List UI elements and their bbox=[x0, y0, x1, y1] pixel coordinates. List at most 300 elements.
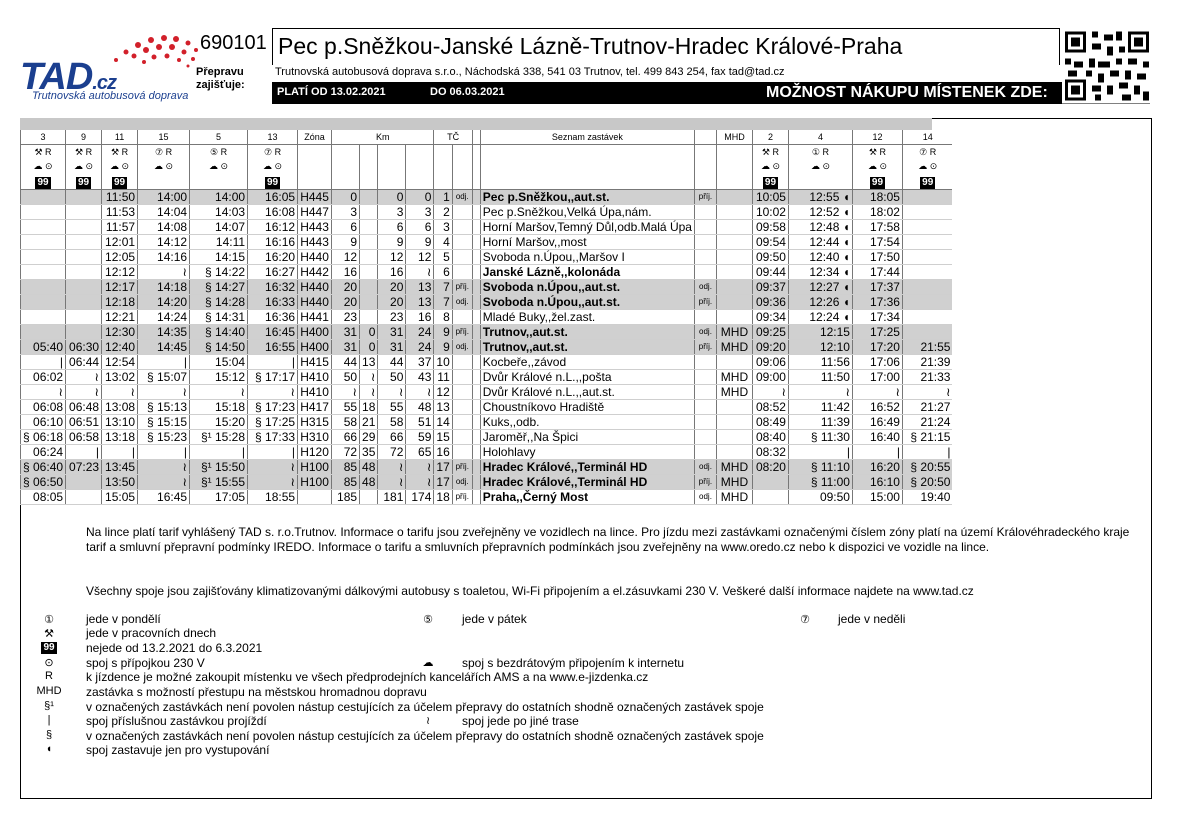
valid-to: DO 06.03.2021 bbox=[430, 86, 505, 98]
stop-number: 6 bbox=[434, 265, 452, 280]
km-value: ≀ bbox=[406, 385, 434, 400]
departure-time: 21:39 bbox=[902, 355, 952, 370]
departure-time: 09:25 bbox=[752, 325, 788, 340]
km-value: 20 bbox=[332, 295, 360, 310]
legend-text: v označených zastávkách není povolen nástup cestujících za účelem přepravy do ostatních shodně označených zastávek spoje bbox=[86, 729, 764, 743]
departure-time: § 06:40 bbox=[21, 460, 66, 475]
departure-time bbox=[66, 295, 102, 310]
departure-time: § 14:22 bbox=[190, 265, 248, 280]
departure-time: 14:20 bbox=[138, 295, 190, 310]
km-value: 51 bbox=[406, 415, 434, 430]
line-number: 690101 bbox=[200, 32, 267, 54]
trip-number: 15 bbox=[138, 130, 190, 145]
monday-icon: ① bbox=[44, 614, 54, 626]
direction-arrow-icon bbox=[472, 460, 480, 475]
departure-time bbox=[902, 325, 952, 340]
departure-time: | bbox=[788, 445, 852, 460]
legend-text: spoj s bezdrátovým připojením k internetu bbox=[462, 656, 685, 670]
mhd-mark bbox=[716, 445, 752, 460]
departure-time: 16:33 bbox=[248, 295, 298, 310]
direction-arrow-icon bbox=[472, 190, 480, 205]
stop-name: Dvůr Králové n.L.,,pošta bbox=[480, 370, 694, 385]
qr-code-icon[interactable] bbox=[1062, 28, 1152, 104]
km-value: ≀ bbox=[406, 265, 434, 280]
stop-number: 8 bbox=[434, 310, 452, 325]
arr-dep-mark bbox=[694, 310, 716, 325]
departure-time: §¹ 15:55 bbox=[190, 475, 248, 490]
day-code: ⚒ R bbox=[752, 145, 788, 160]
stop-name: Trutnov,,aut.st. bbox=[480, 325, 694, 340]
mhd-mark bbox=[716, 295, 752, 310]
departure-time: 15:12 bbox=[190, 370, 248, 385]
amenity-icons: ☁ ⊙ bbox=[852, 159, 902, 173]
direction-arrow-icon bbox=[472, 295, 480, 310]
arr-dep-mark: příj. bbox=[694, 475, 716, 490]
km-value: ≀ bbox=[378, 385, 406, 400]
stop-number: 16 bbox=[434, 445, 452, 460]
departure-time bbox=[21, 265, 66, 280]
mhd-header: MHD bbox=[716, 130, 752, 145]
reservation-icon: R bbox=[45, 670, 53, 682]
other-route-icon: ≀ bbox=[425, 715, 431, 727]
seat-reservation-text: MOŽNOST NÁKUPU MÍSTENEK ZDE: bbox=[766, 84, 1048, 101]
departure-time: 14:45 bbox=[138, 340, 190, 355]
direction-arrow-icon bbox=[472, 355, 480, 370]
direction-arrow-icon bbox=[472, 340, 480, 355]
departure-time: 09:06 bbox=[752, 355, 788, 370]
timetable bbox=[20, 130, 952, 505]
legend-text: nejede od 13.2.2021 do 6.3.2021 bbox=[86, 641, 263, 655]
departure-time: 12:27 ◖ bbox=[788, 280, 852, 295]
trip-number: 11 bbox=[102, 130, 138, 145]
day-code: ⚒ R bbox=[102, 145, 138, 160]
departure-time: 19:40 bbox=[902, 490, 952, 505]
restriction-badge bbox=[788, 173, 852, 190]
direction-arrow-icon bbox=[472, 310, 480, 325]
legend-text: spoj příslušnou zastávkou projíždí bbox=[86, 714, 267, 728]
departure-time: 17:37 bbox=[852, 280, 902, 295]
restriction-badge: 99 bbox=[248, 173, 298, 190]
carrier-label: Přepravu zajišťuje: bbox=[196, 66, 245, 91]
zone-code: H100 bbox=[298, 460, 332, 475]
departure-time: 12:24 ◖ bbox=[788, 310, 852, 325]
departure-time: | bbox=[852, 445, 902, 460]
km-value: 13 bbox=[406, 280, 434, 295]
direction-arrow-icon bbox=[472, 265, 480, 280]
departure-time: 12:54 bbox=[102, 355, 138, 370]
mhd-mark: MHD bbox=[716, 460, 752, 475]
arr-dep-mark bbox=[452, 430, 472, 445]
zone-code: H441 bbox=[298, 310, 332, 325]
stop-name: Kuks,,odb. bbox=[480, 415, 694, 430]
departure-time: 18:02 bbox=[852, 205, 902, 220]
km-header: Km bbox=[332, 130, 434, 145]
alighting-only-icon: ◖ bbox=[45, 743, 53, 755]
direction-arrow-icon bbox=[472, 235, 480, 250]
zone-code: H415 bbox=[298, 355, 332, 370]
direction-arrow-icon bbox=[472, 280, 480, 295]
departure-time: ≀ bbox=[752, 385, 788, 400]
amenity-icons: ☁ ⊙ bbox=[190, 159, 248, 173]
departure-time: 07:23 bbox=[66, 460, 102, 475]
zone-code: H443 bbox=[298, 220, 332, 235]
departure-time bbox=[902, 265, 952, 280]
direction-arrow-icon bbox=[472, 370, 480, 385]
departure-time: | bbox=[102, 445, 138, 460]
arr-dep-mark bbox=[452, 355, 472, 370]
arr-dep-mark: příj. bbox=[452, 490, 472, 505]
departure-time: 12:52 ◖ bbox=[788, 205, 852, 220]
departure-time: 18:05 bbox=[852, 190, 902, 205]
restriction-badge: 99 bbox=[852, 173, 902, 190]
restriction-badge: 99 bbox=[102, 173, 138, 190]
mhd-mark bbox=[716, 265, 752, 280]
trip-number: 12 bbox=[852, 130, 902, 145]
departure-time: 17:34 bbox=[852, 310, 902, 325]
legend-text: k jízdence je možné zakoupit místenku ve všech předprodejních kancelářích AMS a na www.e-jizdenka.cz bbox=[86, 670, 649, 684]
km-value: 31 bbox=[332, 340, 360, 355]
departure-time: 12:21 bbox=[102, 310, 138, 325]
direction-arrow-icon bbox=[472, 400, 480, 415]
km-value: 0 bbox=[360, 340, 378, 355]
stop-name: Svoboda n.Úpou,,Maršov I bbox=[480, 250, 694, 265]
arr-dep-mark: příj. bbox=[694, 340, 716, 355]
km-value: 55 bbox=[378, 400, 406, 415]
table-row bbox=[21, 265, 953, 280]
km-value: 13 bbox=[406, 295, 434, 310]
departure-time: 14:24 bbox=[138, 310, 190, 325]
stop-number: 15 bbox=[434, 430, 452, 445]
km-value: ≀ bbox=[332, 385, 360, 400]
departure-time: 14:35 bbox=[138, 325, 190, 340]
departure-time: 21:24 bbox=[902, 415, 952, 430]
departure-time: 16:36 bbox=[248, 310, 298, 325]
departure-time: ≀ bbox=[102, 385, 138, 400]
km-value: ≀ bbox=[406, 460, 434, 475]
mhd-mark: MHD bbox=[716, 325, 752, 340]
departure-time: 21:33 bbox=[902, 370, 952, 385]
departure-time: § 14:27 bbox=[190, 280, 248, 295]
departure-time: 09:58 bbox=[752, 220, 788, 235]
km-value bbox=[360, 235, 378, 250]
departure-time: 17:00 bbox=[852, 370, 902, 385]
arr-dep-mark bbox=[694, 400, 716, 415]
table-row bbox=[21, 310, 953, 325]
departure-time: ≀ bbox=[788, 385, 852, 400]
km-value: 3 bbox=[406, 205, 434, 220]
stop-number: 17 bbox=[434, 460, 452, 475]
km-value: 16 bbox=[406, 310, 434, 325]
direction-arrow-icon bbox=[472, 220, 480, 235]
stop-number: 1 bbox=[434, 190, 452, 205]
power-socket-icon: ⊙ bbox=[44, 657, 54, 669]
stop-name: Svoboda n.Úpou,,aut.st. bbox=[480, 280, 694, 295]
departure-time: 12:40 ◖ bbox=[788, 250, 852, 265]
km-value: ≀ bbox=[378, 475, 406, 490]
departure-time bbox=[21, 250, 66, 265]
departure-time: 17:06 bbox=[852, 355, 902, 370]
departure-time: 08:52 bbox=[752, 400, 788, 415]
departure-time: 16:55 bbox=[248, 340, 298, 355]
mhd-mark: MHD bbox=[716, 370, 752, 385]
zone-header: Zóna bbox=[298, 130, 332, 145]
trip-number: 14 bbox=[902, 130, 952, 145]
day-code: ⑦ R bbox=[248, 145, 298, 160]
restriction-badge: 99 bbox=[21, 173, 66, 190]
stops-header: Seznam zastávek bbox=[480, 130, 694, 145]
zone-code: H315 bbox=[298, 415, 332, 430]
carrier-info: Trutnovská autobusová doprava s.r.o., Náchodská 338, 541 03 Trutnov, tel. 499 843 254, fax tad@tad.cz bbox=[275, 66, 785, 78]
restriction-badge bbox=[190, 173, 248, 190]
departure-time: 11:53 bbox=[102, 205, 138, 220]
arr-dep-mark: odj. bbox=[452, 190, 472, 205]
departure-time: 16:27 bbox=[248, 265, 298, 280]
departure-time: 13:18 bbox=[102, 430, 138, 445]
departure-time: 09:44 bbox=[752, 265, 788, 280]
direction-arrow-icon bbox=[472, 475, 480, 490]
departure-time: 09:00 bbox=[752, 370, 788, 385]
km-value: 29 bbox=[360, 430, 378, 445]
km-value: 50 bbox=[332, 370, 360, 385]
departure-time bbox=[902, 205, 952, 220]
km-value: 58 bbox=[378, 415, 406, 430]
km-value: 185 bbox=[332, 490, 360, 505]
km-value: 18 bbox=[360, 400, 378, 415]
km-value: 24 bbox=[406, 340, 434, 355]
km-value: 48 bbox=[360, 475, 378, 490]
departure-time: 21:27 bbox=[902, 400, 952, 415]
direction-arrow-icon bbox=[472, 250, 480, 265]
stop-number: 14 bbox=[434, 415, 452, 430]
arr-dep-mark bbox=[452, 250, 472, 265]
departure-time: § 17:23 bbox=[248, 400, 298, 415]
stop-number: 17 bbox=[434, 475, 452, 490]
arr-dep-mark bbox=[452, 415, 472, 430]
direction-arrow-icon bbox=[472, 490, 480, 505]
km-value: 9 bbox=[406, 235, 434, 250]
departure-time: 16:40 bbox=[852, 430, 902, 445]
km-value: 23 bbox=[378, 310, 406, 325]
departure-time: | bbox=[138, 355, 190, 370]
departure-time: 11:56 bbox=[788, 355, 852, 370]
departure-time: 14:00 bbox=[138, 190, 190, 205]
amenity-icons: ☁ ⊙ bbox=[102, 159, 138, 173]
departure-time: ≀ bbox=[248, 385, 298, 400]
departure-time: § 14:40 bbox=[190, 325, 248, 340]
departure-time: 08:20 bbox=[752, 460, 788, 475]
amenity-icons: ☁ ⊙ bbox=[138, 159, 190, 173]
departure-time: 14:03 bbox=[190, 205, 248, 220]
departure-time: 12:18 bbox=[102, 295, 138, 310]
departure-time bbox=[66, 190, 102, 205]
arr-dep-mark bbox=[452, 385, 472, 400]
arr-dep-mark: odj. bbox=[694, 280, 716, 295]
direction-arrow-icon bbox=[472, 445, 480, 460]
departure-time: ≀ bbox=[190, 385, 248, 400]
km-value: 20 bbox=[378, 295, 406, 310]
km-value: 0 bbox=[332, 190, 360, 205]
zone-code: H442 bbox=[298, 265, 332, 280]
restriction-badge: 99 bbox=[66, 173, 102, 190]
km-value: 6 bbox=[378, 220, 406, 235]
departure-time bbox=[902, 190, 952, 205]
departure-time bbox=[66, 250, 102, 265]
departure-time: 13:02 bbox=[102, 370, 138, 385]
departure-time bbox=[66, 235, 102, 250]
departure-time: | bbox=[138, 445, 190, 460]
km-value: 37 bbox=[406, 355, 434, 370]
arr-dep-mark: odj. bbox=[694, 325, 716, 340]
amenity-icons: ☁ ⊙ bbox=[21, 159, 66, 173]
arr-dep-mark bbox=[694, 445, 716, 460]
departure-time: § 14:28 bbox=[190, 295, 248, 310]
km-value: 9 bbox=[378, 235, 406, 250]
table-row bbox=[21, 475, 953, 490]
km-value: 48 bbox=[406, 400, 434, 415]
mhd-icon: MHD bbox=[36, 685, 62, 697]
legend-text: v označených zastávkách není povolen nástup cestujících za účelem přepravy do ostatních shodně označených zastávek spoje bbox=[86, 700, 764, 714]
table-row bbox=[21, 490, 953, 505]
arr-dep-mark bbox=[694, 355, 716, 370]
zone-code: H447 bbox=[298, 205, 332, 220]
departure-time: 14:16 bbox=[138, 250, 190, 265]
zone-code bbox=[298, 490, 332, 505]
km-value: 72 bbox=[332, 445, 360, 460]
km-value: 31 bbox=[332, 325, 360, 340]
departure-time: 06:51 bbox=[66, 415, 102, 430]
km-value: 43 bbox=[406, 370, 434, 385]
departure-time: 12:55 ◖ bbox=[788, 190, 852, 205]
departure-time: § 06:50 bbox=[21, 475, 66, 490]
departure-time: § 15:15 bbox=[138, 415, 190, 430]
arr-dep-mark bbox=[452, 235, 472, 250]
km-value: 59 bbox=[406, 430, 434, 445]
departure-time: § 15:13 bbox=[138, 400, 190, 415]
departure-time: | bbox=[190, 445, 248, 460]
mhd-mark: MHD bbox=[716, 475, 752, 490]
departure-time: § 11:30 bbox=[788, 430, 852, 445]
departure-time: 06:08 bbox=[21, 400, 66, 415]
table-row bbox=[21, 445, 953, 460]
departure-time bbox=[66, 475, 102, 490]
departure-time bbox=[21, 190, 66, 205]
departure-time: § 20:55 bbox=[902, 460, 952, 475]
km-value: 72 bbox=[378, 445, 406, 460]
stop-name: Hradec Králové,,Terminál HD bbox=[480, 460, 694, 475]
departure-time: 12:48 ◖ bbox=[788, 220, 852, 235]
arr-dep-mark bbox=[694, 430, 716, 445]
km-value: 55 bbox=[332, 400, 360, 415]
departure-time bbox=[902, 280, 952, 295]
arr-dep-mark: příj. bbox=[694, 295, 716, 310]
departure-time: 17:44 bbox=[852, 265, 902, 280]
amenity-icons: ☁ ⊙ bbox=[788, 159, 852, 173]
km-value: 12 bbox=[406, 250, 434, 265]
km-value bbox=[360, 490, 378, 505]
arr-dep-mark: odj. bbox=[452, 340, 472, 355]
zone-code: H120 bbox=[298, 445, 332, 460]
departure-time: 09:50 bbox=[788, 490, 852, 505]
departure-time: 06:30 bbox=[66, 340, 102, 355]
departure-time: | bbox=[21, 355, 66, 370]
stop-name: Holohlavy bbox=[480, 445, 694, 460]
departure-time: ≀ bbox=[138, 385, 190, 400]
stop-name: Pec p.Sněžkou,,aut.st. bbox=[480, 190, 694, 205]
stop-name: Hradec Králové,,Terminál HD bbox=[480, 475, 694, 490]
stop-name: Praha,,Černý Most bbox=[480, 490, 694, 505]
direction-arrow-icon bbox=[472, 415, 480, 430]
arr-dep-mark bbox=[694, 265, 716, 280]
departure-time bbox=[21, 310, 66, 325]
departure-time: 13:50 bbox=[102, 475, 138, 490]
km-value: 181 bbox=[378, 490, 406, 505]
arr-dep-mark bbox=[452, 205, 472, 220]
table-row bbox=[21, 370, 953, 385]
departure-time bbox=[66, 220, 102, 235]
km-value: 50 bbox=[378, 370, 406, 385]
departure-time: 12:17 bbox=[102, 280, 138, 295]
departure-time: 14:11 bbox=[190, 235, 248, 250]
legend-text: jede v pátek bbox=[462, 612, 527, 626]
km-value: 0 bbox=[406, 190, 434, 205]
stop-name: Jaroměř,,Na Špici bbox=[480, 430, 694, 445]
table-row bbox=[21, 460, 953, 475]
stop-name: Pec p.Sněžkou,Velká Úpa,nám. bbox=[480, 205, 694, 220]
direction-arrow-icon bbox=[472, 385, 480, 400]
zone-code: H410 bbox=[298, 370, 332, 385]
arr-dep-mark bbox=[694, 370, 716, 385]
arr-dep-mark: odj. bbox=[694, 490, 716, 505]
departure-time: 15:05 bbox=[102, 490, 138, 505]
friday-icon: ⑤ bbox=[423, 614, 433, 626]
departure-time: 09:20 bbox=[752, 340, 788, 355]
logo-brand: TAD.cz bbox=[20, 56, 116, 98]
km-value bbox=[360, 250, 378, 265]
stop-number: 2 bbox=[434, 205, 452, 220]
departure-time: 06:02 bbox=[21, 370, 66, 385]
km-value: 16 bbox=[332, 265, 360, 280]
departure-time: 16:45 bbox=[248, 325, 298, 340]
departure-time bbox=[902, 235, 952, 250]
table-row bbox=[21, 250, 953, 265]
departure-time: § 15:23 bbox=[138, 430, 190, 445]
departure-time: § 17:25 bbox=[248, 415, 298, 430]
departure-time: 12:40 bbox=[102, 340, 138, 355]
departure-time: ≀ bbox=[248, 460, 298, 475]
departure-time: 10:05 bbox=[752, 190, 788, 205]
km-value bbox=[360, 205, 378, 220]
zone-code: H440 bbox=[298, 280, 332, 295]
departure-time: 16:20 bbox=[852, 460, 902, 475]
table-row bbox=[21, 415, 953, 430]
departure-time: | bbox=[66, 445, 102, 460]
km-value: 85 bbox=[332, 475, 360, 490]
departure-time: 15:18 bbox=[190, 400, 248, 415]
km-value bbox=[360, 310, 378, 325]
day-code: ⚒ R bbox=[66, 145, 102, 160]
departure-time: | bbox=[902, 445, 952, 460]
stop-number: 4 bbox=[434, 235, 452, 250]
arr-dep-mark bbox=[694, 205, 716, 220]
table-row bbox=[21, 385, 953, 400]
departure-time: 08:32 bbox=[752, 445, 788, 460]
mhd-mark bbox=[716, 250, 752, 265]
departure-time: 16:10 bbox=[852, 475, 902, 490]
arr-dep-mark bbox=[452, 265, 472, 280]
km-value: 66 bbox=[378, 430, 406, 445]
arr-dep-mark: příj. bbox=[694, 190, 716, 205]
stop-name: Horní Maršov,Temný Důl,odb.Malá Úpa bbox=[480, 220, 694, 235]
